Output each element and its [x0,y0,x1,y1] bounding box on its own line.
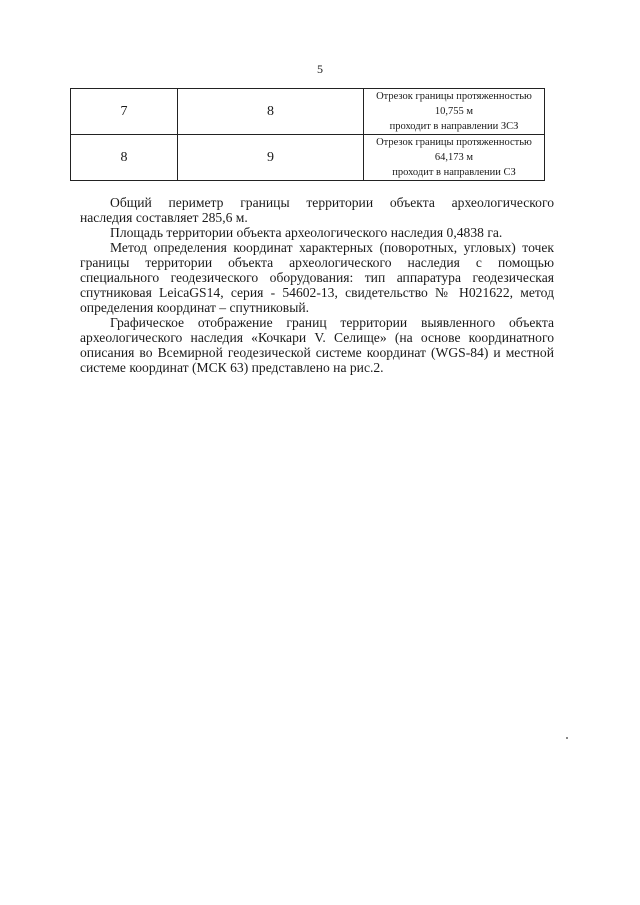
text-line: определения координат – спутниковый. [80,300,310,315]
text-line: системе координат (МСК 63) представлено на рис.2. [80,360,384,375]
segment-description-line: проходит в направлении СЗ [392,167,516,178]
point-to-cell: 9 [178,135,364,181]
point-from-cell: 7 [71,89,178,135]
scan-speck [566,737,568,739]
page-number: 5 [317,62,323,76]
text-line: Общий периметр границы территории объекта археологического [110,195,554,210]
table-row [71,135,545,181]
segment-description-line: Отрезок границы протяженностью 64,173 м [376,137,532,163]
text-line: наследия составляет 285,6 м. [80,210,248,225]
area-paragraph [80,225,554,240]
segment-description-cell [364,89,545,135]
text-line: археологического наследия «Кочкари V. Селище» (на основе координатного [80,330,554,345]
table-row [71,89,545,135]
text-line: Площадь территории объекта археологического наследия 0,4838 га. [110,225,503,240]
text-line: Метод определения координат характерных (поворотных, угловых) точек [110,240,554,255]
boundary-segments-table [70,88,545,181]
text-line: границы территории объекта археологического наследия с помощью [80,255,554,270]
text-line: спутниковая LeicaGS14, серия - 54602-13, свидетельство № Н021622, метод [80,285,554,300]
method-paragraph [80,240,554,315]
text-line: специального геодезического оборудования: тип аппаратура геодезическая [80,270,554,285]
point-from-cell: 8 [71,135,178,181]
text-line: Графическое отображение границ территории выявленного объекта [110,315,554,330]
graphic-paragraph [80,315,554,375]
segment-description-line: проходит в направлении ЗСЗ [389,121,519,132]
perimeter-paragraph [80,195,554,225]
text-line: описания во Всемирной геодезической системе координат (WGS-84) и местной [80,345,554,360]
segment-description-cell [364,135,545,181]
document-body [80,195,554,375]
segment-description-line: Отрезок границы протяженностью 10,755 м [376,91,532,117]
point-to-cell: 8 [178,89,364,135]
